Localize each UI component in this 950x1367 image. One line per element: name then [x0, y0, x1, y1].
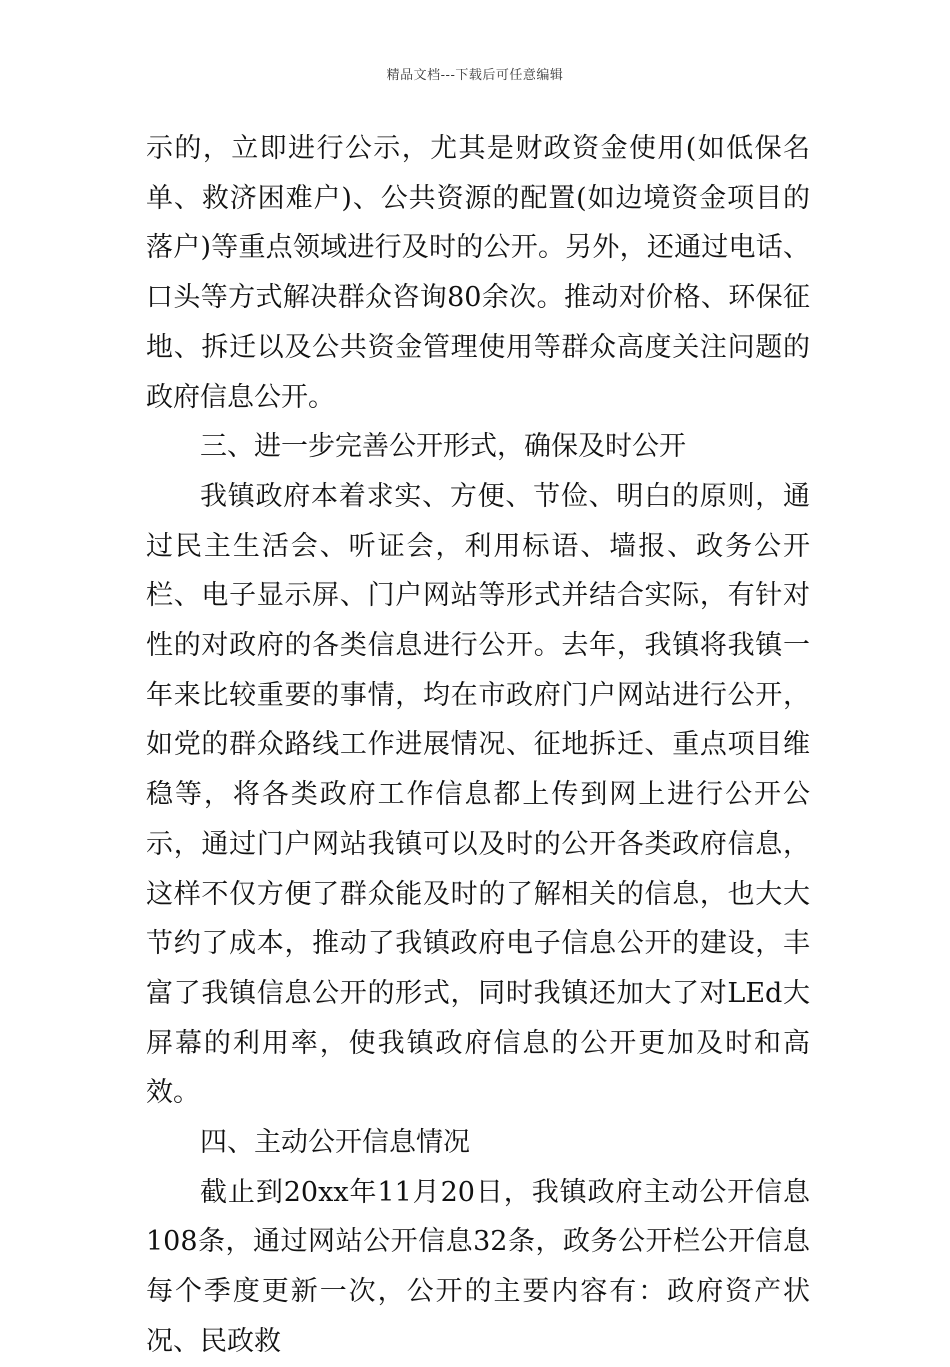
section-heading-3: 三、进一步完善公开形式，确保及时公开 — [200, 431, 686, 463]
paragraph-publicity-forms: 我镇政府本着求实、方便、节俭、明白的原则，通过民主生活会、听证会，利用标语、墙报、政务公开栏、电子显示屏、门户网站等形式并结合实际，有针对性的对政府的各类信息进行公开。去年，我镇将我镇一年来比较重要的事情，均在市政府门户网站进行公开，如党的群众路线工作进展情况、征地拆迁、重点项目维稳等，将各类政府工作信息都上传到网上进行公开公示，通过门户网站我镇可以及时的公开各类政府信息，这样不仅方便了群众能及时的了解相关的信息，也大大节约了成本，推动了我镇政府电子信息公开的建设，丰富了我镇信息公开的形式，同时我镇还加大了对LEd大屏幕的利用率，使我镇政府信息的公开更加及时和高效。 — [146, 480, 810, 1109]
section-heading-4: 四、主动公开信息情况 — [200, 1127, 470, 1159]
document-body — [146, 124, 810, 1367]
paragraph-disclosure-stats: 截止到20xx年11月20日，我镇政府主动公开信息108条，通过网站公开信息32条，政务公开栏公开信息每个季度更新一次，公开的主要内容有：政府资产状况、民政救 — [146, 1176, 810, 1357]
paragraph-continuation: 示的，立即进行公示，尤其是财政资金使用(如低保名单、救济困难户)、公共资源的配置(如边境资金项目的落户)等重点领域进行及时的公开。另外，还通过电话、口头等方式解决群众咨询80余次。推动对价格、环保征地、拆迁以及公共资金管理使用等群众高度关注问题的政府信息公开。 — [146, 133, 810, 413]
page-header: 精品文档---下载后可任意编辑 — [386, 68, 564, 83]
